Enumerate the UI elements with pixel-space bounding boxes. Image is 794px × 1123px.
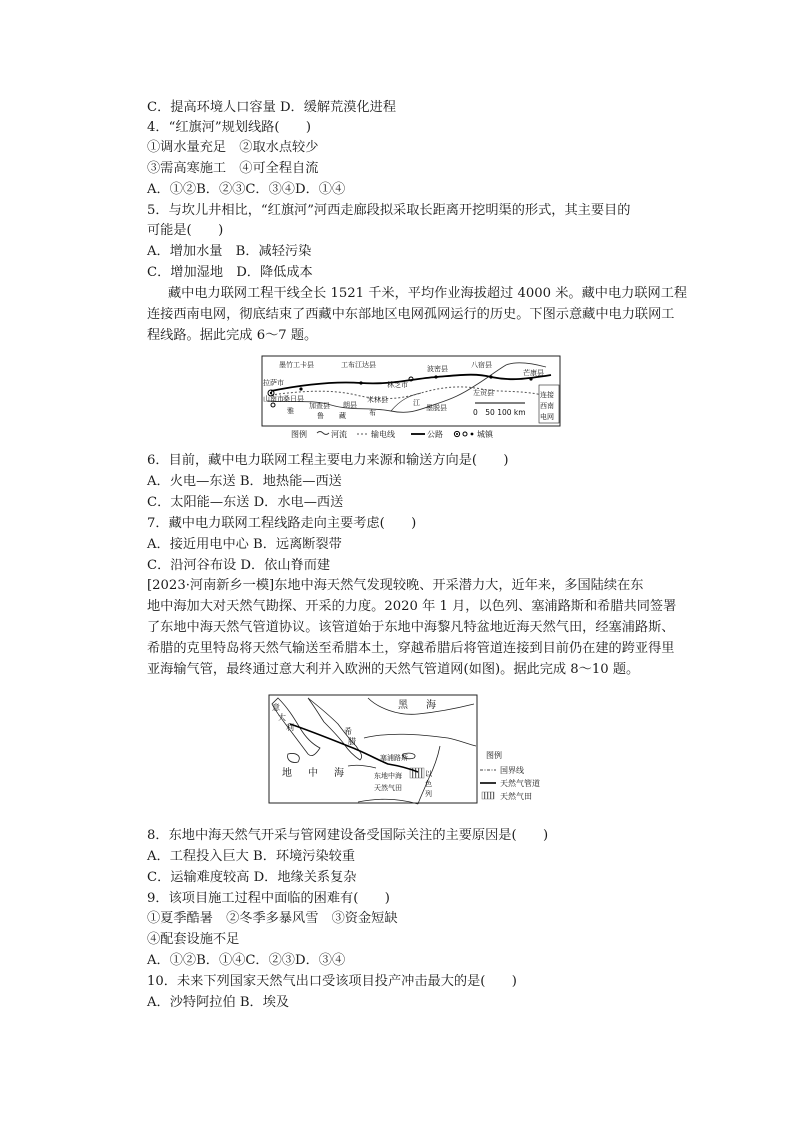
q7-stem: 7．藏中电力联网工程线路走向主要考虑( ) bbox=[147, 516, 417, 531]
passage2-line1: [2023·河南新乡一模]东地中海天然气发现较晚、开采潜力大，近年来，多国陆续在东 bbox=[147, 578, 644, 593]
q5-options-cd: C．增加湿地 D．降低成本 bbox=[147, 265, 313, 280]
mozhu-marker bbox=[299, 387, 302, 390]
q9-stem: 9．该项目施工过程中面临的困难有( ) bbox=[147, 891, 390, 906]
label-italy-2: 大 bbox=[278, 713, 286, 722]
legend-city-swatch-1-dot bbox=[456, 433, 458, 435]
label-field-1: 东地中海 bbox=[374, 772, 402, 780]
label-milin: 米林县 bbox=[367, 396, 388, 404]
q8-stem: 8．东地中海天然气开采与管网建设备受国际关注的主要原因是( ) bbox=[147, 828, 549, 843]
legend-field: 天然气田 bbox=[500, 792, 532, 801]
east-med-map bbox=[268, 694, 560, 806]
label-connect-2: 西南 bbox=[540, 402, 554, 410]
mangkang-marker bbox=[529, 377, 532, 380]
label-mangkang: 芒康县 bbox=[523, 369, 544, 377]
q10-stem: 10．未来下列国家天然气出口受该项目投产冲击最大的是( ) bbox=[147, 974, 517, 989]
passage1-line1: 藏中电力联网工程干线全长 1521 千米，平均作业海拔超过 4000 米。藏中电力联网工程 bbox=[168, 286, 688, 301]
q8-options-cd: C．运输难度较高 D．地缘关系复杂 bbox=[147, 870, 357, 885]
bomi-marker bbox=[434, 375, 437, 378]
label-greece-1: 希 bbox=[344, 727, 352, 736]
east-med-map-svg bbox=[268, 694, 560, 806]
passage2-line4: 希腊的克里特岛将天然气输送至希腊本土，穿越希腊后将管道连接到目前仍在建的跨亚得里 bbox=[147, 641, 675, 656]
map2-frame bbox=[269, 695, 477, 803]
q4-stem: 4．“红旗河”规划线路( ) bbox=[147, 120, 312, 135]
label-gongbu: 工布江达县 bbox=[341, 361, 376, 369]
label-italy-1: 意 bbox=[272, 703, 280, 712]
q7-options-ab: A．接近用电中心 B．远离断裂带 bbox=[147, 537, 342, 552]
q8-options-ab: A．工程投入巨大 B．环境污染较重 bbox=[147, 849, 356, 864]
q5-stem-line2: 可能是( ) bbox=[147, 223, 224, 238]
q9-options: A．①②B．①④C．②③D．③④ bbox=[147, 953, 346, 968]
label-sangri: 桑日县 bbox=[283, 395, 304, 403]
legend-pipeline: 天然气管道 bbox=[500, 779, 540, 788]
passage1-line3: 程线路。据此完成 6～7 题。 bbox=[147, 328, 318, 343]
label-italy-3: 利 bbox=[286, 723, 294, 732]
label-cyprus: 塞浦路斯 bbox=[380, 754, 408, 762]
label-jiacha: 加查县 bbox=[309, 402, 330, 410]
legend1-title: 图例 bbox=[291, 430, 307, 439]
q5-stem-line1: 5．与坎儿井相比，“红旗河”河西走廊段拟采取长距离开挖明渠的形式，其主要目的 bbox=[147, 203, 631, 218]
q9-statement-4: ④配套设施不足 bbox=[147, 932, 240, 947]
q4-statements-3-4: ③需高寒施工 ④可全程自流 bbox=[147, 161, 319, 176]
legend2-title: 图例 bbox=[486, 751, 502, 760]
legend-town: 城镇 bbox=[477, 430, 493, 439]
label-basu: 八宿县 bbox=[471, 361, 492, 369]
label-israel-2: 色 bbox=[425, 780, 432, 788]
legend-city-swatch-3 bbox=[471, 433, 474, 436]
label-connect-1: 连接 bbox=[540, 391, 554, 399]
q6-options-ab: A．火电—东送 B．地热能—西送 bbox=[147, 474, 342, 489]
label-bu: 布 bbox=[369, 409, 376, 417]
q6-options-cd: C．太阳能—东送 D．水电—西送 bbox=[147, 495, 344, 510]
label-black-sea-2: 海 bbox=[426, 700, 436, 711]
legend-line: 输电线 bbox=[371, 430, 395, 439]
label-lu: 鲁 bbox=[317, 412, 324, 420]
legend-road: 公路 bbox=[427, 430, 443, 439]
label-israel-3: 列 bbox=[425, 790, 432, 798]
q6-stem: 6．目前，藏中电力联网工程主要电力来源和输送方向是( ) bbox=[147, 453, 509, 468]
label-mozhu: 墨竹工卡县 bbox=[279, 361, 314, 369]
label-linzhi: 林芝市 bbox=[387, 381, 408, 389]
passage2-line2: 地中海加大对天然气勘探、开采的力度。2020 年 1 月，以色列、塞浦路斯和希腊共同签署 bbox=[147, 599, 677, 614]
legend-city-swatch-2 bbox=[463, 432, 467, 436]
label-field-2: 天然气田 bbox=[374, 784, 402, 792]
q9-statements-1-3: ①夏季酷暑 ②冬季多暴风雪 ③资金短缺 bbox=[147, 911, 398, 926]
gongbu-marker bbox=[359, 381, 362, 384]
label-med-2: 中 bbox=[308, 768, 318, 779]
label-zuogong: 左贡县 bbox=[473, 389, 494, 397]
label-greece-2: 腊 bbox=[348, 737, 356, 746]
q3-options-cd: C．提高环境人口容量 D．缓解荒漠化进程 bbox=[147, 100, 397, 115]
label-med-3: 海 bbox=[334, 768, 344, 779]
q7-options-cd: C．沿河谷布设 D．依山脊而建 bbox=[147, 558, 331, 573]
label-med-1: 地 bbox=[282, 768, 292, 779]
label-black-sea-1: 黑 bbox=[398, 700, 408, 711]
label-ya: 雅 bbox=[287, 407, 294, 415]
label-bomi: 波密县 bbox=[427, 365, 448, 373]
label-jiang: 江 bbox=[413, 399, 420, 407]
passage1-line2: 连接西南电网，彻底结束了西藏中东部地区电网孤网运行的历史。下图示意藏中电力联网工 bbox=[147, 307, 675, 322]
lasa-dot bbox=[270, 392, 272, 394]
passage2-line5: 亚海输气管，最终通过意大利并入欧洲的天然气管道网(如图)。据此完成 8～10 题。 bbox=[147, 662, 640, 677]
label-israel-1: 以 bbox=[425, 770, 432, 778]
legend-border: 国界线 bbox=[500, 766, 524, 775]
label-connect-3: 电网 bbox=[540, 413, 554, 421]
q5-options-ab: A．增加水量 B．减轻污染 bbox=[147, 244, 312, 259]
label-motuo: 墨脱县 bbox=[426, 404, 447, 412]
basu-marker bbox=[489, 375, 492, 378]
q10-options-ab: A．沙特阿拉伯 B．埃及 bbox=[147, 995, 290, 1010]
label-lasa: 拉萨市 bbox=[263, 379, 284, 387]
label-lang: 朗县 bbox=[343, 401, 357, 409]
tibet-grid-map-svg bbox=[261, 355, 561, 443]
passage2-line3: 了东地中海天然气管道协议。该管道始于东地中海黎凡特盆地近海天然气田，经塞浦路斯、 bbox=[147, 620, 675, 635]
q4-statements-1-2: ①调水量充足 ②取水点较少 bbox=[147, 140, 319, 155]
scale-label: 0 50 100 km bbox=[473, 408, 526, 417]
legend-river: 河流 bbox=[331, 430, 347, 439]
label-zang: 藏 bbox=[339, 412, 346, 420]
legend-river-swatch bbox=[317, 432, 329, 435]
legend-field-swatch bbox=[482, 792, 494, 799]
tibet-grid-map bbox=[261, 355, 561, 443]
q4-options: A．①②B．②③C．③④D．①④ bbox=[147, 182, 346, 197]
label-shannan: 山南市 bbox=[263, 395, 284, 403]
